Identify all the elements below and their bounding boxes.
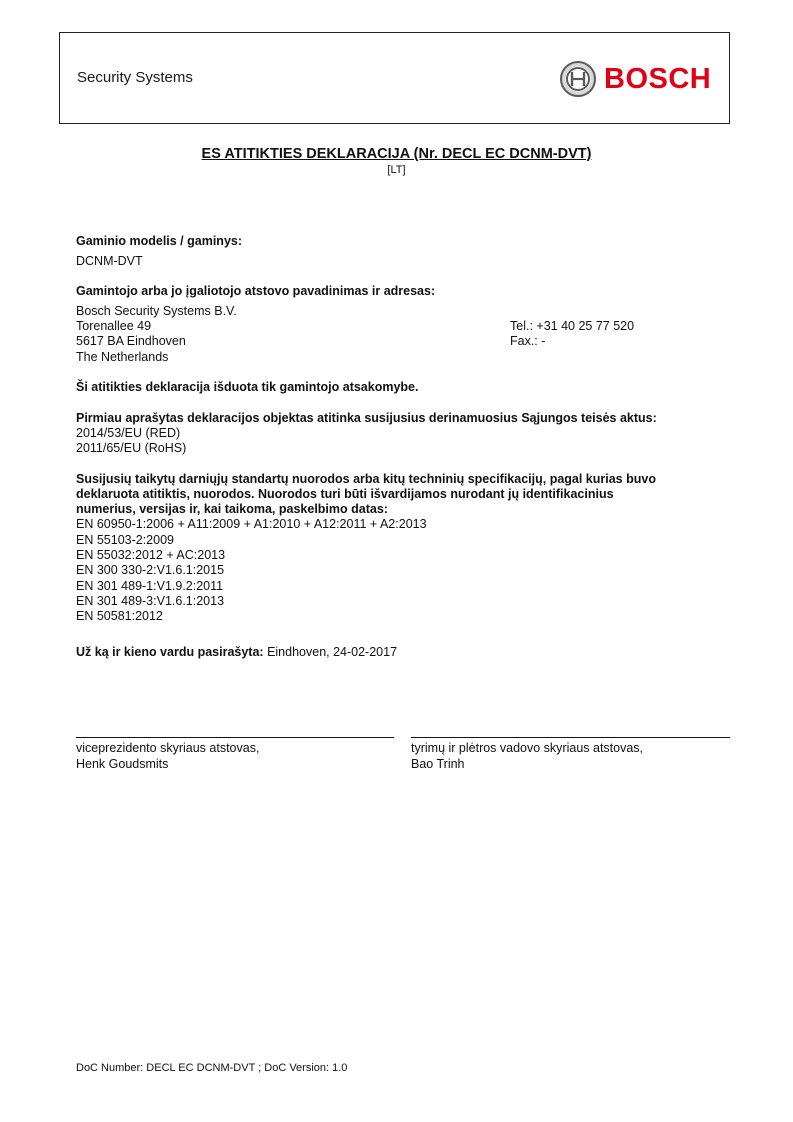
standard-item: EN 60950-1:2006 + A11:2009 + A1:2010 + A12:2011 + A2:2013 [76, 517, 427, 531]
address-line: 5617 BA Eindhoven [76, 334, 186, 348]
header-division: Security Systems [77, 69, 193, 86]
standard-item: EN 55032:2012 + AC:2013 [76, 548, 226, 562]
fax-number: Fax.: - [510, 334, 546, 348]
standard-item: EN 50581:2012 [76, 609, 163, 623]
standards-label-line: numerius, versijas ir, kai taikoma, paskelbimo datas: [76, 502, 388, 516]
product-label: Gaminio modelis / gaminys: [76, 234, 243, 248]
logo-wordmark: BOSCH [604, 62, 712, 95]
standard-item: EN 55103-2:2009 [76, 533, 174, 547]
directives-label: Pirmiau aprašytas deklaracijos objektas atitinka susijusius derinamuosius Sąjungos teisės aktus: [76, 411, 657, 425]
signed-label: Už ką ir kieno vardu pasirašyta: [76, 645, 264, 659]
standards-label-line: Susijusių taikytų darniųjų standartų nuorodos arba kitų techninių specifikacijų, pagal kurias buvo [76, 472, 656, 486]
standard-item: EN 301 489-1:V1.9.2:2011 [76, 579, 224, 593]
bosch-armature-icon [560, 61, 596, 97]
doc-footer: DoC Number: DECL EC DCNM-DVT ; DoC Version: 1.0 [76, 1062, 348, 1074]
signed-statement [76, 645, 397, 660]
responsibility-statement: Ši atitikties deklaracija išduota tik gamintojo atsakomybe. [76, 380, 419, 394]
standard-item: EN 301 489-3:V1.6.1:2013 [76, 594, 225, 608]
address-line: Torenallee 49 [76, 319, 152, 333]
signature-line-right [411, 737, 730, 738]
signatory-name: Bao Trinh [411, 757, 465, 771]
document-title: ES ATITIKTIES DEKLARACIJA (Nr. DECL EC DCNM-DVT) [201, 146, 592, 162]
tel-number: Tel.: +31 40 25 77 520 [510, 319, 635, 333]
manufacturer-label: Gamintojo arba jo įgaliotojo atstovo pavadinimas ir adresas: [76, 284, 436, 298]
product-value: DCNM-DVT [76, 254, 143, 268]
signatory-role: viceprezidento skyriaus atstovas, [76, 741, 260, 755]
standards-label-line: deklaruota atitiktis, nuorodos. Nuorodos turi būti išvardijamos nurodant jų identifikacinius [76, 487, 614, 501]
signature-line-left [76, 737, 394, 738]
directive-item: 2011/65/EU (RoHS) [76, 441, 187, 455]
standard-item: EN 300 330-2:V1.6.1:2015 [76, 563, 225, 577]
header-box [59, 32, 730, 124]
address-line: Bosch Security Systems B.V. [76, 304, 237, 318]
document-language: [LT] [387, 164, 406, 176]
bosch-logo [560, 60, 711, 98]
directive-item: 2014/53/EU (RED) [76, 426, 181, 440]
signed-value: Eindhoven, 24-02-2017 [263, 645, 398, 659]
signatory-name: Henk Goudsmits [76, 757, 169, 771]
address-line: The Netherlands [76, 350, 169, 364]
signatory-role: tyrimų ir plėtros vadovo skyriaus atstovas, [411, 741, 644, 755]
